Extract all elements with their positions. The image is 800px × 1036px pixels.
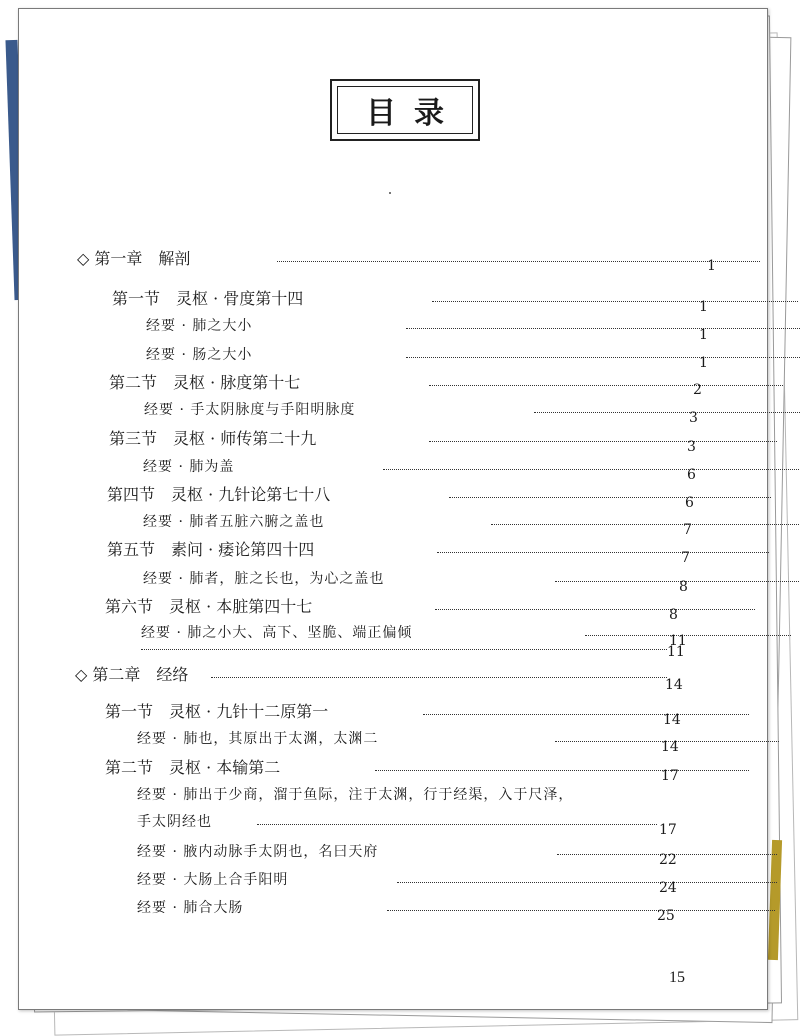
toc-entry	[112, 289, 719, 315]
toc-entry-page: 22	[659, 852, 677, 868]
leader-dots	[387, 910, 775, 911]
toc-entry-page: 7	[681, 550, 690, 566]
leader-dots	[429, 441, 777, 442]
toc-entry-page: 8	[669, 607, 678, 623]
page-title: 目录	[366, 96, 462, 131]
toc-entry	[141, 637, 719, 660]
toc-entry-page: 24	[659, 880, 677, 896]
toc-entry	[137, 729, 719, 755]
toc-entry-label: 经要 · 大肠上合手阳明	[137, 872, 289, 888]
leader-dots	[534, 412, 800, 413]
toc-entry-page: 25	[657, 908, 675, 924]
toc-entry-page: 8	[679, 579, 688, 595]
toc-entry-page: 7	[683, 522, 692, 538]
toc-entry-label: 第一节 灵枢 · 九针十二原第一	[105, 702, 329, 721]
leader-dots	[257, 824, 657, 825]
toc-entry	[137, 842, 719, 868]
toc-entry-page: 6	[687, 467, 696, 483]
toc-entry-label: 第二节 灵枢 · 脉度第十七	[109, 373, 301, 392]
leader-dots	[555, 581, 800, 582]
toc-entry-label: 经要 · 肠之大小	[146, 347, 253, 363]
toc-entry-page: 1	[707, 258, 716, 274]
toc-entry-page: 14	[661, 739, 679, 755]
leader-dots	[449, 497, 771, 498]
toc-entry	[137, 898, 719, 924]
toc-entry-label: 经要 · 肺出于少商，溜于鱼际，注于太渊，行于经渠，入于尺泽，	[137, 787, 574, 803]
leader-dots	[429, 385, 783, 386]
toc-entry	[109, 373, 719, 398]
toc-entry	[105, 702, 719, 728]
toc-entry-page: 3	[687, 439, 696, 455]
leader-dots	[435, 609, 755, 610]
toc-entry-page: 17	[661, 768, 679, 784]
toc-entry-label: ◇ 第一章 解剖	[77, 249, 191, 268]
toc-entry	[143, 569, 719, 595]
toc-entry-page: 14	[663, 712, 681, 728]
toc-entry-page: 6	[685, 495, 694, 511]
toc-entry-label: 经要 · 肺者五脏六腑之盖也	[143, 514, 325, 530]
toc-entry	[107, 540, 719, 566]
toc-entry-label: 经要 · 肺也，其原出于太渊，太渊二	[137, 731, 379, 747]
toc-entry-page: 1	[699, 355, 708, 371]
toc-entry	[144, 400, 719, 426]
print-speck	[389, 192, 391, 194]
toc-entry	[109, 429, 719, 455]
toc-entry	[143, 457, 719, 483]
leader-dots	[491, 524, 800, 525]
toc-entry-label: 经要 · 肺之小大、高下、坚脆、端正偏倾	[141, 625, 413, 641]
toc-entry	[137, 812, 719, 838]
toc-entry-label: 经要 · 肺为盖	[143, 459, 235, 475]
toc-entry-page: 3	[689, 410, 698, 426]
toc-entry	[77, 249, 719, 274]
toc-entry-page: 1	[699, 327, 708, 343]
toc-entry-label: 经要 · 腋内动脉手太阴也，名曰天府	[137, 844, 379, 860]
toc-entry	[105, 758, 719, 784]
leader-dots	[375, 770, 749, 771]
title-frame	[330, 79, 480, 141]
toc-entry-label: ◇ 第二章 经络	[75, 665, 189, 684]
toc-entry	[75, 665, 719, 693]
toc-entry-label: 第四节 灵枢 · 九针论第七十八	[107, 485, 331, 504]
leader-dots	[423, 714, 749, 715]
toc-entry-label: 经要 · 手太阴脉度与手阳明脉度	[144, 402, 356, 418]
leader-dots	[277, 261, 760, 262]
leader-dots	[437, 552, 769, 553]
toc-entry-page: 2	[693, 382, 702, 398]
toc-entry-page: 1	[699, 299, 708, 315]
leader-dots	[432, 301, 798, 302]
toc-entry-label: 第五节 素问 · 痿论第四十四	[107, 540, 315, 559]
toc-entry	[105, 597, 719, 623]
toc-entry	[146, 316, 719, 343]
toc-entry-label: 第六节 灵枢 · 本脏第四十七	[105, 597, 313, 616]
toc-entry	[137, 870, 719, 896]
toc-entry	[146, 345, 719, 371]
leader-dots	[397, 882, 777, 883]
toc-entry-page: 11	[669, 633, 687, 649]
toc-entry-label: 第三节 灵枢 · 师传第二十九	[109, 429, 317, 448]
toc-entry-page: 11	[667, 644, 685, 660]
toc-entry	[137, 785, 719, 805]
leader-dots	[406, 328, 800, 329]
leader-dots	[141, 649, 667, 650]
toc-entry-page: 14	[665, 677, 683, 693]
toc-entry	[107, 485, 719, 511]
leader-dots	[585, 635, 791, 636]
page-number: 15	[669, 969, 685, 986]
leader-dots	[383, 469, 800, 470]
toc-page	[18, 8, 768, 1010]
toc-entry-label: 手太阴经也	[137, 814, 212, 830]
toc-entry-label: 经要 · 肺之大小	[146, 318, 253, 334]
toc-entry-label: 经要 · 肺合大肠	[137, 900, 244, 916]
toc-entry-label: 第二节 灵枢 · 本输第二	[105, 758, 281, 777]
toc-entry	[143, 512, 719, 538]
toc-entry-label: 经要 · 肺者，脏之长也，为心之盖也	[143, 571, 385, 587]
toc-entry-page: 17	[659, 822, 677, 838]
toc-entry-label: 第一节 灵枢 · 骨度第十四	[112, 289, 304, 308]
leader-dots	[211, 677, 667, 678]
leader-dots	[406, 357, 800, 358]
